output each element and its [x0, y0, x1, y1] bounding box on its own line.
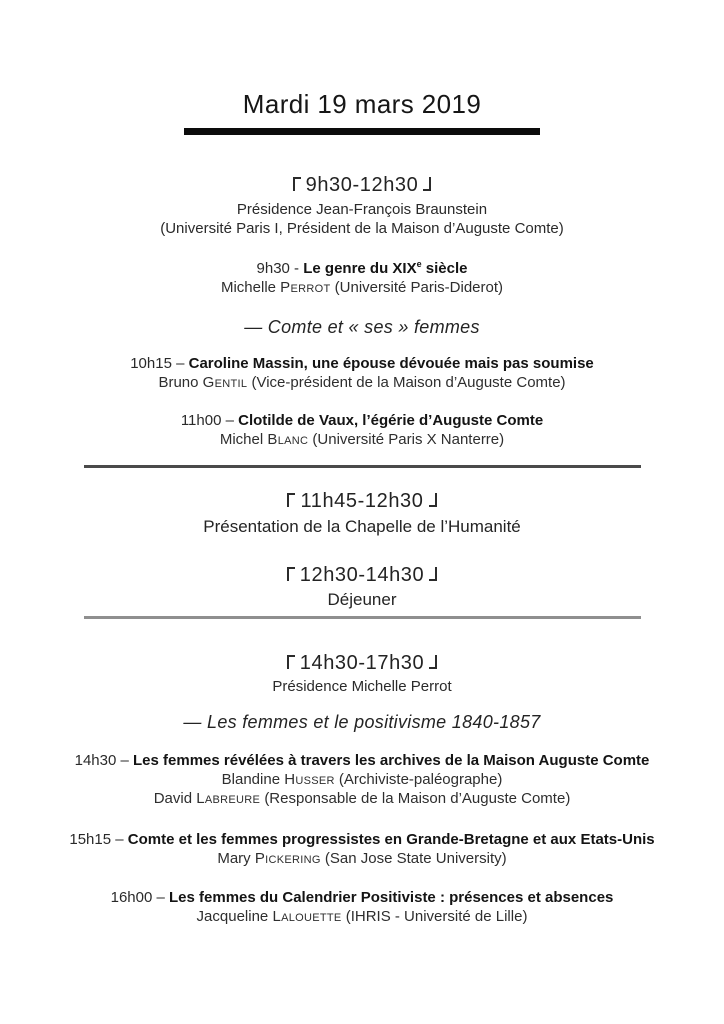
corner-bracket-right-icon	[429, 493, 437, 507]
speaker-line	[0, 789, 724, 808]
talk-10h15	[0, 354, 724, 392]
corner-bracket-right-icon	[423, 177, 431, 191]
talk-11h00	[0, 411, 724, 449]
speaker-first-name: Michel	[219, 431, 264, 448]
talk-title-line	[0, 411, 724, 430]
speaker-line	[0, 373, 724, 392]
section-divider-rule	[84, 616, 641, 619]
talk-title: Clotilde de Vaux, l’égérie d’Auguste Comte	[238, 412, 544, 429]
session-1-header	[0, 172, 724, 198]
corner-bracket-left-icon	[287, 567, 295, 581]
talk-16h00	[0, 888, 724, 926]
corner-bracket-left-icon	[293, 177, 301, 191]
session-2-time: 11h45-12h30	[300, 490, 424, 512]
session-4-theme: — Les femmes et le positivisme 1840-1857	[183, 712, 541, 732]
talk-15h15	[0, 830, 724, 868]
speaker-line	[0, 430, 724, 449]
talk-9h30	[0, 259, 724, 297]
talk-title-line	[0, 830, 724, 849]
speaker-first-name: Blandine	[221, 771, 281, 788]
talk-time: 15h15 –	[69, 831, 124, 848]
speaker-first-name: Bruno	[158, 374, 199, 391]
session-4-time: 14h30-17h30	[299, 652, 425, 674]
session-1-chair: Présidence Jean-François Braunstein	[236, 201, 488, 218]
talk-title-text-end: siècle	[421, 260, 468, 277]
speaker-line	[0, 278, 724, 297]
talk-title: Comte et les femmes progressistes en Grande-Bretagne et aux Etats-Unis	[127, 831, 655, 848]
talk-title-text: Le genre du XIX	[303, 260, 417, 277]
speaker-last-name: Pickering	[254, 850, 321, 867]
speaker-first-name: Michelle	[220, 279, 276, 296]
speaker-affiliation: (Vice-président de la Maison d’Auguste Comte)	[251, 374, 566, 391]
corner-bracket-left-icon	[287, 655, 295, 669]
speaker-affiliation: (IHRIS - Université de Lille)	[345, 908, 528, 925]
session-2-subtitle: Présentation de la Chapelle de l’Humanité	[203, 517, 521, 536]
talk-time: 9h30 -	[256, 260, 300, 277]
speaker-last-name: Gentil	[202, 374, 248, 391]
speaker-first-name: Mary	[217, 850, 251, 867]
session-1-theme: — Comte et « ses » femmes	[244, 317, 480, 337]
speaker-affiliation: (Responsable de la Maison d’Auguste Comte)	[264, 790, 571, 807]
speaker-last-name: Blanc	[267, 431, 309, 448]
talk-title-line	[0, 354, 724, 373]
speaker-last-name: Lalouette	[272, 908, 342, 925]
session-4-header	[0, 650, 724, 676]
speaker-affiliation: (Université Paris-Diderot)	[334, 279, 504, 296]
talk-time: 11h00 –	[180, 412, 234, 429]
talk-title	[303, 260, 467, 277]
speaker-affiliation: (Archiviste-paléographe)	[338, 771, 503, 788]
title-underline-rule	[184, 128, 540, 135]
speaker-first-name: David	[153, 790, 193, 807]
talk-title-line	[0, 888, 724, 907]
speaker-line	[0, 907, 724, 926]
session-1-chair-affiliation: (Université Paris I, Président de la Maison d’Auguste Comte)	[160, 220, 564, 237]
superscript-e: e	[416, 259, 422, 269]
talk-time: 14h30 –	[74, 752, 129, 769]
session-3-time: 12h30-14h30	[299, 564, 425, 586]
talk-time: 10h15 –	[130, 355, 185, 372]
session-3-header	[0, 562, 724, 588]
speaker-last-name: Perrot	[280, 279, 331, 296]
speaker-affiliation: (Université Paris X Nanterre)	[312, 431, 505, 448]
speaker-line	[0, 770, 724, 789]
talk-14h30	[0, 751, 724, 808]
corner-bracket-left-icon	[287, 493, 295, 507]
speaker-last-name: Husser	[284, 771, 335, 788]
talk-title-line	[0, 751, 724, 770]
talk-time: 16h00 –	[110, 889, 165, 906]
session-4-chair: Présidence Michelle Perrot	[272, 678, 452, 695]
talk-title: Caroline Massin, une épouse dévouée mais pas soumise	[188, 355, 594, 372]
talk-title-line	[0, 259, 724, 278]
session-2-header	[0, 488, 724, 514]
speaker-first-name: Jacqueline	[196, 908, 269, 925]
speaker-affiliation: (San Jose State University)	[324, 850, 507, 867]
session-1-time: 9h30-12h30	[305, 174, 419, 196]
corner-bracket-right-icon	[429, 567, 437, 581]
speaker-last-name: Labreure	[196, 790, 261, 807]
session-3-subtitle: Déjeuner	[327, 590, 397, 609]
speaker-line	[0, 849, 724, 868]
talk-title: Les femmes du Calendrier Positiviste : présences et absences	[169, 889, 614, 906]
section-divider-rule	[84, 465, 641, 468]
talk-title: Les femmes révélées à travers les archives de la Maison Auguste Comte	[133, 752, 650, 769]
page-title: Mardi 19 mars 2019	[242, 89, 482, 119]
corner-bracket-right-icon	[429, 655, 437, 669]
